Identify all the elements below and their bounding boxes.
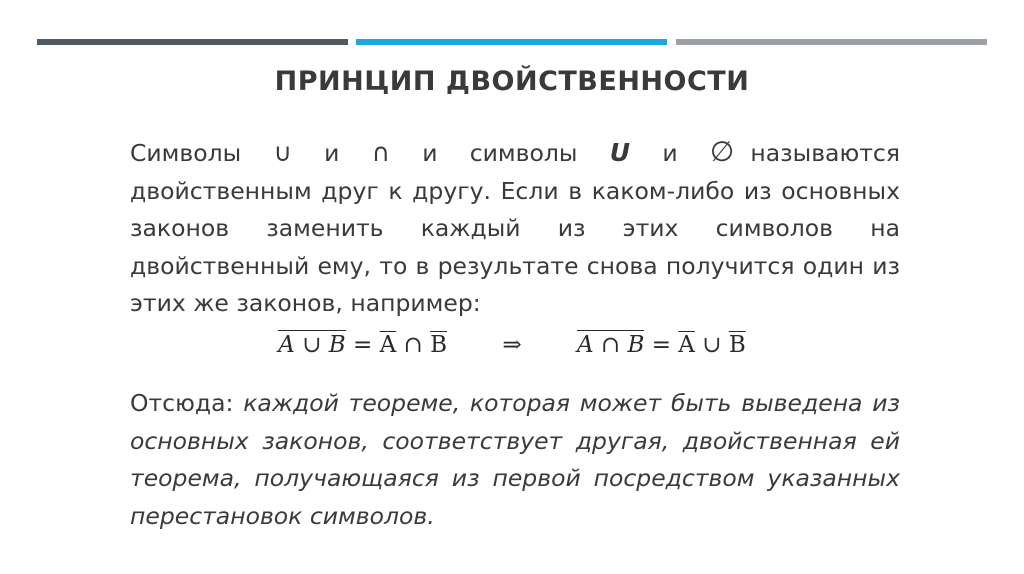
intersection-symbol: ∩ [371,138,390,167]
complement-a: $\overline{A}$ [379,332,397,358]
decorative-bar-right [676,39,987,45]
union-operator: ∪ [702,332,722,358]
complement-b: $\overline{B}$ [430,332,448,358]
text-symbols: Символы [130,139,242,167]
var-a: A [278,332,295,358]
paragraph-intro [130,133,900,323]
text-and: и [422,139,438,167]
paragraph-conclusion [130,385,900,535]
text-theorem: каждой теореме, которая может быть выведена из основных законов, соответствует другая, двойственная ей теорема, получающаяся из первой посредством указанных перестановок символов. [130,389,900,530]
text-lead: Отсюда: [130,389,234,417]
universal-set-symbol: U [609,138,631,167]
equals-sign: = [651,332,671,358]
decorative-bar-middle [356,39,667,45]
text-rest: называются двойственным друг к другу. Если в каком-либо из основных законов заменить каждый из этих символов на двойственный ему, то в результате снова получится один из этих же законов, например: [130,139,900,317]
implies-arrow: ⇒ [502,332,522,358]
left-equation [278,330,447,358]
complement-a: $\overline{A}$ [678,332,695,358]
var-b: B [627,332,645,358]
overline-intersection [577,330,644,358]
empty-set-symbol: ∅ [709,135,735,168]
decorative-bar-left [37,39,348,45]
var-b: B [328,332,346,358]
duality-formula [0,330,1024,358]
intersection-operator: ∩ [403,332,423,358]
text-and: и [662,139,678,167]
complement-b: $\overline{B}$ [728,332,746,358]
intersection-operator: ∩ [600,332,621,358]
slide-title: ПРИНЦИП ДВОЙСТВЕННОСТИ [274,66,750,97]
union-symbol: ∪ [273,138,292,167]
text-symbols-word: символы [469,139,578,167]
right-equation [577,330,746,358]
overline-union [278,330,345,358]
equals-sign: = [353,332,373,358]
union-operator: ∪ [302,332,322,358]
text-and: и [324,139,340,167]
var-a: A [576,332,594,358]
